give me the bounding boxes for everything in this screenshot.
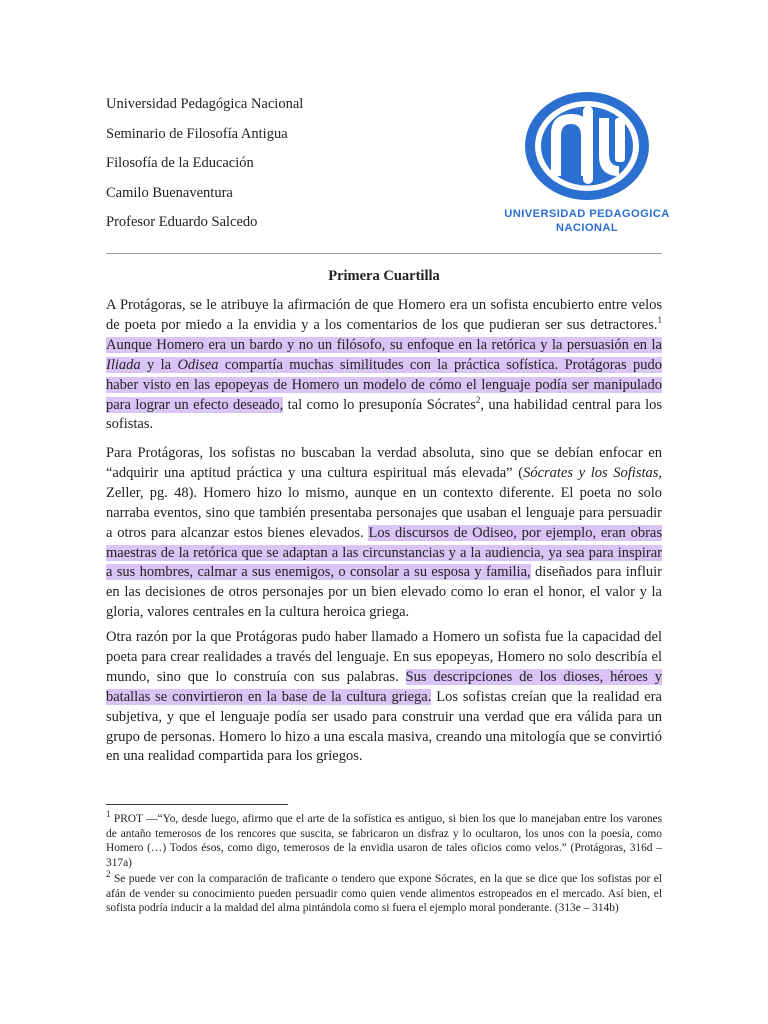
p1-text-b: tal como lo presuponía Sócrates [283,396,476,413]
p3-text-a: Otra razón por la que Protágoras pudo haber llamado a Homero un sofista fue la capacidad del poeta para crear realidades a través del lenguaje. En sus epopeyas, Homero no solo describía el mundo, sino que lo construía con sus palabras. [106,629,662,685]
p1-text-a: A Protágoras, se le atribuye la afirmación de que Homero era un sofista encubierto entre velos de poeta por miedo a la envidia y a los comentarios de los que pudieran ser sus detractores. [106,297,662,333]
header-university: Universidad Pedagógica Nacional [106,96,304,112]
header-seminar: Seminario de Filosofía Antigua [106,125,288,142]
paragraph-1 [106,296,662,435]
logo-text-line-1: UNIVERSIDAD PEDAGOGICA [504,208,670,220]
p2-highlight: Los discursos de Odiseo, por ejemplo, eran obras maestras de la retórica que se adaptan a las circunstancias y a la audiencia, ya sea para inspirar a sus hombres, calmar a sus enemigos, o consolar a su esposa y familia, [106,524,662,581]
footnote-2-number: 2 [106,869,111,880]
header-professor: Profesor Eduardo Salcedo [106,214,258,230]
paragraph-3 [106,628,662,767]
footnote-1-number: 1 [106,809,111,820]
p3-highlight: Sus descripciones de los dioses, héroes y batallas se convirtieron en la base de la cultura griega. [106,668,662,705]
footnote-1-text: PROT —“Yo, desde luego, afirmo que el arte de la sofística es antiguo, si bien los que lo manejaban entre los varones de antaño temerosos de los rencores que suscita, se fabricaron un disfraz y lo ocultaron, los unos con la poesía, como Homero (…) Todos ésos, como digo, temerosos de la envidia usaron de tales oficios como velos.” (Protágoras, 316d – 317a) [106,813,662,869]
university-logo [496,88,678,235]
footnote-ref-2[interactable]: 2 [475,394,481,405]
footnote-1 [106,809,662,870]
header-divider [106,253,662,254]
p3-text-b: Los sofistas creían que la realidad era subjetiva, y que el lenguaje podía ser usado para construir una verdad que era válida para un grupo de personas. Homero lo hizo a una escala masiva, creando una mitología que se convirtió en una realidad compartida para los griegos. [106,688,662,765]
university-emblem-icon [521,88,653,204]
footnote-divider [106,804,288,805]
logo-text-line-2: NACIONAL [555,221,619,234]
p2-text-b: , Zeller, pg. 48). Homero hizo lo mismo, aunque en un contexto diferente. El poeta no solo narraba eventos, sino que también presentaba personajes que usaban el lenguaje para persuadir a otros para alcanzar estos bienes elevados. [106,464,663,541]
p2-book-title: Sócrates y los Sofistas [523,464,659,481]
p1-highlight-text-c: compartía muchas similitudes con la práctica sofística. Protágoras pudo haber visto en las epopeyas de Homero un modelo de cómo el lenguaje podía ser manipulado para lograr un efecto deseado, [106,356,662,413]
p2-text-a: Para Protágoras, los sofistas no buscaban la verdad absoluta, sino que se debían enfocar en “adquirir una aptitud práctica y una cultura espiritual más elevada” ( [106,445,662,481]
footnote-ref-1[interactable]: 1 [657,315,662,326]
p1-odisea: Odisea [177,356,219,373]
footnote-2-text: Se puede ver con la comparación de traficante o tendero que expone Sócrates, en la que se dice que los sofistas por el afán de vender su conocimiento pueden persuadir como quien vende alimentos estropeados en el mercado. Así bien, el sofista podría inducir a la maldad del alma pintándola como si fuera el ejemplo moral ponderante. (313e – 314b) [106,873,662,915]
header-course: Filosofía de la Educación [106,155,254,171]
p1-text-c: , una habilidad central para los sofistas. [106,396,663,433]
p2-text-c: diseñados para influir en las decisiones de otros personajes por un bien elevado como lo eran el honor, el valor y la gloria, valores centrales en la cultura heroica griega. [106,564,662,621]
paragraph-2 [106,444,662,623]
p1-highlight-text-b: y la [140,356,178,373]
page-title: Primera Cuartilla [328,268,440,284]
p1-iliada: Iliada [106,356,141,373]
footnote-2 [106,869,662,916]
logo-wordmark [496,208,678,235]
header-student: Camilo Buenaventura [106,184,233,201]
header-info [106,90,303,238]
p1-highlight-text-a: Aunque Homero era un bardo y no un filósofo, su enfoque en la retórica y la persuasión en la [106,336,662,353]
